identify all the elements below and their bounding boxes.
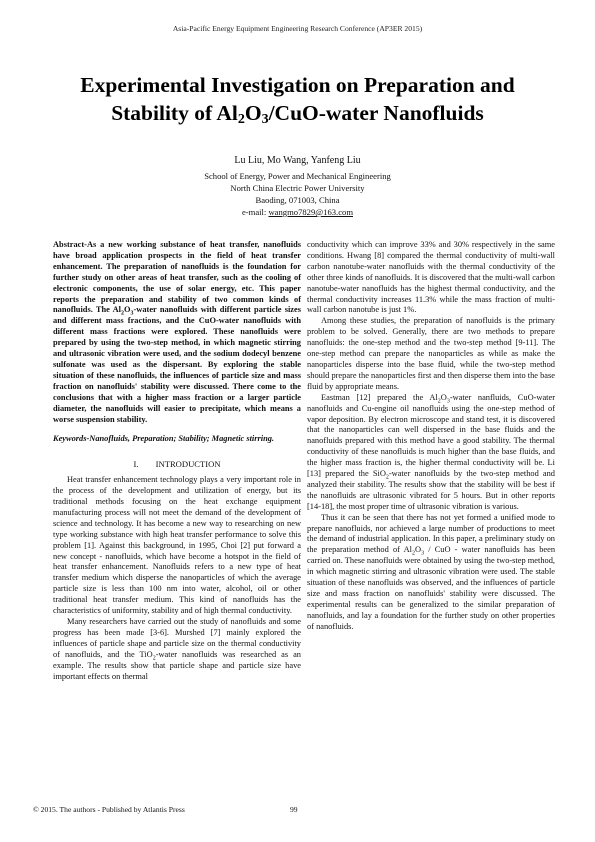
body-paragraph-preparation-methods: Among these studies, the preparation of nanofluids is the primary problem to be solved. Generally, there are two methods to prepare nanofluids: the one-step method and the two-step method [9-11]. The one-step method can prepare the nanoparticles as while as make the nanoparticles disperse into the base fluid, while the two-step method should prepare the nanoparticles first and then disperse them into the base fluid by appropriate means. [307,316,555,391]
page-number: 99 [290,805,298,814]
affiliation-address: Baoding, 071003, China [255,195,340,205]
email-link[interactable]: wangmo7829@163.com [268,207,354,217]
affiliation-email: e-mail: wangmo7829@163.com [241,207,354,217]
section-heading-introduction: I. INTRODUCTION [133,459,221,470]
copyright-footer: © 2015. The authors - Published by Atlantis Press [33,805,185,814]
conference-header: Asia-Pacific Energy Equipment Engineering Research Conference (AP3ER 2015) [172,24,423,33]
title-line-2: Stability of $Al_2O_3/CuO$-water Nanofluids [111,101,484,127]
body-paragraph-continued: conductivity which can improve 33% and 30% respectively in the same conditions. Hwang [8] compared the thermal conductivity of multi-wall carbon nanotube-water nanofluids with the thermal conductivity of the other three kinds of nanofluids. It is discovered that the multi-wall carbon nanotube-water nanofluids has the highest thermal conductivity, and the thermal conductivity increases 11.3% while the mass fraction of multi-wall carbon nanotube is just 1%. [307,240,555,315]
body-paragraph-eastman: Eastman [12] prepared the $Al_2O_3$-water nanfluids, CuO-water nanofluids and Cu-engine oil nanofluids using the one-step method of vapor deposition. By electron microscope and stand test, it is discovered that the nanoparticles can well dispersed in the base fluids and the nanofluids prepared with this method have a good stability. The thermal conductivity of these nanofluids is much higher than the base fluids, and the higher mass fraction is, the higher thermal conductivity will be. Li [13] prepared the SiO$_2$-water nanofluids by the two-step method and analyzed their stability. The results show that the stability will be best if the nanofluids are ultrasonic vibrated for 5 hours. But in other reports [14-18], the most proper time of ultrasonic vibration is various. [307,392,555,511]
intro-paragraph-1: Heat transfer enhancement technology plays a very important role in the process of the development and utilization of energy, but its traditional methods focusing on the heat exchange equipment manufacturing process will not meet the demand of the development of science and technology. It has become a new way to researching on new type working substance with high heat transfer performance to solve this problem [1]. Against this background, in 1995, Choi [2] put forward a new concept - nanofluids, which have become a hotspot in the field of heat transfer enhancement. Nanofluids refers to a new type of heat transfer medium which disperse the nanoparticles of which the average particle size is less than 100 nm into water, alcohol, oil or other traditional heat transfer medium. This kind of nanofluids has the characteristics of uniformity, stability and of high thermal conductivity. [53,475,301,616]
keywords-paragraph: Keywords-Nanofluids, Preparation; Stability; Magnetic stirring. [53,434,275,444]
title-line-1: Experimental Investigation on Preparation and [80,73,515,97]
affiliation-school: School of Energy, Power and Mechanical Engineering [204,171,391,181]
body-paragraph-this-paper: Thus it can be seen that there has not yet formed a unified mode to prepare nanofluids, nor achieved a large number of productions to meet the demand of industrial application. In this paper, a preliminary study on the preparation method of $Al_2O_3$ / CuO - water nanofluids has been carried on. These nanofluids were obtained by using the two-step method, in which magnetic stirring and ultrasonic vibration were used. The stable situation of these nanofluids was observed, and the influences of particle size and mass fraction on nanofluids' stability were discussed. The experimental results can be generalized to the similar preparation of nanofluids, and lay a foundation for the further study on other properties of nanofluids. [307,512,556,631]
author-list: Lu Liu, Mo Wang, Yanfeng Liu [234,155,361,166]
affiliation-block [0,170,595,218]
left-column [53,240,301,682]
right-column [307,240,555,633]
affiliation-university: North China Electric Power University [230,183,365,193]
intro-paragraph-2: Many researchers have carried out the study of nanofluids and some progress has been made [3-6]. Murshed [7] mainly explored the influences of particle shape and particle size on the thermal conductivity of nanofluids, and the TiO$_2$-water nanofluids was researched as an example. The results show that particle shape and particle size have important effects on thermal [53,617,301,681]
abstract-paragraph: Abstract-As a new working substance of heat transfer, nanofluids have broad application prospects in the field of heat transfer enhancement. The preparation of nanofluids is the foundation for further study on other areas of heat transfer, such as the cooling of electronic components, the use of solar energy, etc. This paper reports the preparation and stability of two common kinds of nanofluids. The $Al_2O_3$-water nanofluids with different particle sizes and different mass fractions, and the CuO-water nanofluids with different mass fractions were explored. These nanofluids were prepared by using the two-step method, in which magnetic stirring and ultrasonic vibration were used, and the sodium dodecyl benzene sulfonate was used as the dispersant. By exploring the stable situation of these nanofluids, the influences of particle size and mass fraction on nanofluids' stability were discussed. There come to the conclusions that with a higher mass fraction or a larger particle diameter, the nanofluids will easier to precipitate, which means a worse suspension stability. [53,240,301,424]
paper-title [40,71,555,127]
